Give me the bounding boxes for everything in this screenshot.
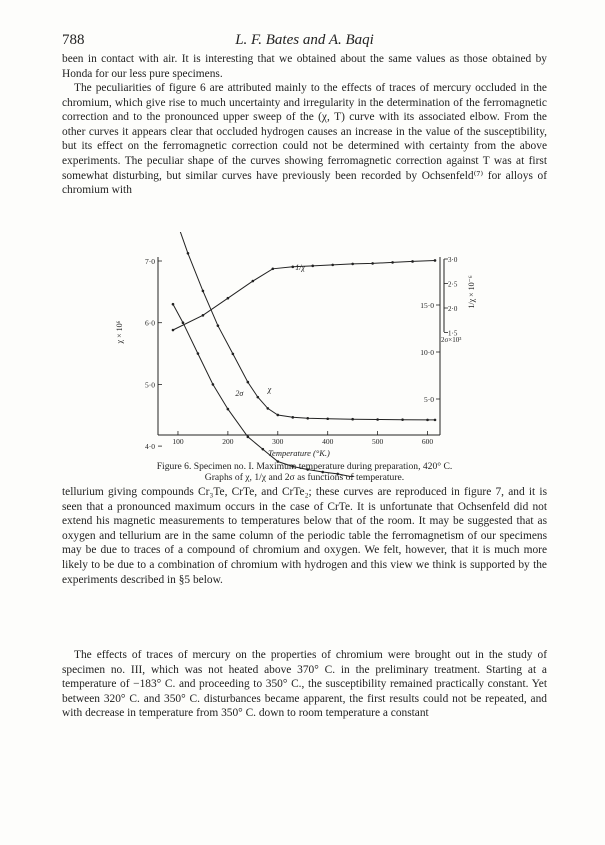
data-point — [376, 418, 379, 421]
data-point — [247, 436, 250, 439]
data-point — [227, 297, 230, 300]
data-point — [267, 407, 270, 410]
figure-caption-subtitle: Graphs of χ, 1/χ and 2σ as functions of temperature. — [204, 472, 405, 483]
two-sigma-axis-label: 2σ×10³ — [441, 336, 462, 344]
data-point — [252, 280, 255, 283]
data-point — [262, 448, 265, 451]
data-point — [351, 418, 354, 421]
x-axis-label: Temperature (°K.) — [268, 448, 330, 458]
x-tick-label: 100 — [172, 437, 184, 446]
x-tick-label: 400 — [322, 437, 334, 446]
data-point — [371, 262, 374, 265]
data-point — [182, 321, 185, 324]
data-point — [197, 352, 200, 355]
data-point — [187, 252, 190, 255]
data-point — [232, 353, 235, 356]
paragraph: The peculiarities of figure 6 are attributed mainly to the effects of traces of mercury occluded in the chromium, which give rise to much uncertainty and irregularity in the determination of the ferromagnetic correction and to the pronounced upper sweep of the (χ, T) curve with its associated elbow. From the other curves it appears clear that occluded hydrogen causes an increase in the value of the susceptibility, but its effect on the ferromagnetic correction could not be determined with certainty from the above experiments. The peculiar shape of the curves showing ferromagnetic correction against T was at first somewhat disturbing, but similar curves have previously been recorded by Ochsenfeld⁽⁷⁾ for alloys of chromium with — [62, 82, 547, 197]
middle-tick-label: 10·0 — [420, 348, 434, 357]
running-head: L. F. Bates and A. Baqi — [235, 32, 374, 48]
right-tick-label: 2·0 — [448, 305, 458, 313]
data-point — [172, 303, 175, 306]
data-point — [217, 324, 220, 327]
data-point — [271, 268, 274, 271]
data-point — [411, 260, 414, 263]
middle-tick-label: 5·0 — [424, 395, 434, 404]
data-point — [331, 264, 334, 267]
annotation-chi: χ — [267, 385, 272, 394]
x-tick-label: 500 — [371, 437, 384, 446]
data-point — [351, 263, 354, 266]
data-point — [202, 314, 205, 317]
data-point — [434, 419, 437, 422]
left-tick-label: 7·0 — [145, 257, 155, 266]
figure-caption: Figure 6. Specimen no. I. Maximum temperature during preparation, 420° C. — [156, 461, 453, 472]
right-axis-label: 1/χ × 10⁻⁶ — [467, 275, 476, 309]
right-tick-label: 1·5 — [448, 329, 458, 338]
figure-6 — [0, 232, 605, 477]
data-point — [257, 396, 260, 399]
x-tick-label: 200 — [222, 437, 234, 446]
annotation-two-sigma: 2σ — [235, 389, 244, 398]
x-tick-label: 300 — [272, 437, 284, 446]
paragraph: tellurium giving compounds Cr₃Te, CrTe, and CrTe₂; these curves are reproduced in figure 7, and it is seen that a pronounced maximum occurs in the case of CrTe. It is unfortunate that Ochsenfeld did not extend his magnetic measurements to temperatures below that of the room. It may be suggested that as oxygen and tellurium are in the same column of the periodic table the ferromagnetism of our specimens may be due to traces of a compound of chromium and oxygen. We felt, however, that it is much more likely to be due to a combination of chromium with hydrogen and this view we think is supported by the experiments described in §5 below. — [62, 486, 547, 586]
middle-tick-label: 15·0 — [420, 301, 434, 310]
paragraph: been in contact with air. It is interesting that we obtained about the same values as those obtained by Honda for our less pure specimens. — [62, 53, 547, 80]
left-axis-label: χ × 10⁶ — [115, 320, 124, 344]
left-tick-label: 5·0 — [145, 380, 155, 390]
data-point — [291, 266, 294, 269]
page-header — [62, 32, 547, 52]
data-point — [434, 259, 437, 262]
x-tick-label: 600 — [421, 437, 434, 446]
left-tick-label: 4·0 — [145, 442, 155, 452]
data-point — [227, 408, 230, 411]
data-point — [202, 290, 205, 293]
figure-6-chart — [0, 232, 605, 477]
paragraph: The effects of traces of mercury on the properties of chromium were brought out in the study of specimen no. III, which was not heated above 370° C. in the preliminary treatment. Starting at a temperature of −183° C. and proceeding to 350° C., the susceptibility remained practically constant. Yet between 320° C. and 350° C. disturbances became apparent, the first results could not be repeated, and with decrease in temperature from 350° C. down to room temperature a constant — [62, 649, 547, 720]
annotation-inv-chi: 1/χ — [295, 263, 306, 272]
data-point — [212, 383, 215, 386]
data-point — [401, 418, 404, 421]
data-point — [291, 416, 294, 419]
data-point — [276, 414, 279, 417]
right-tick-label: 2·5 — [448, 280, 458, 289]
data-point — [306, 417, 309, 420]
series-line — [173, 232, 435, 420]
data-point — [311, 265, 314, 268]
right-tick-label: 3·0 — [448, 256, 458, 264]
page-number: 788 — [62, 32, 85, 48]
data-point — [326, 417, 329, 420]
data-point — [172, 329, 175, 332]
data-point — [391, 261, 394, 264]
data-point — [247, 381, 250, 384]
data-point — [426, 419, 429, 422]
left-tick-label: 6·0 — [145, 318, 155, 328]
